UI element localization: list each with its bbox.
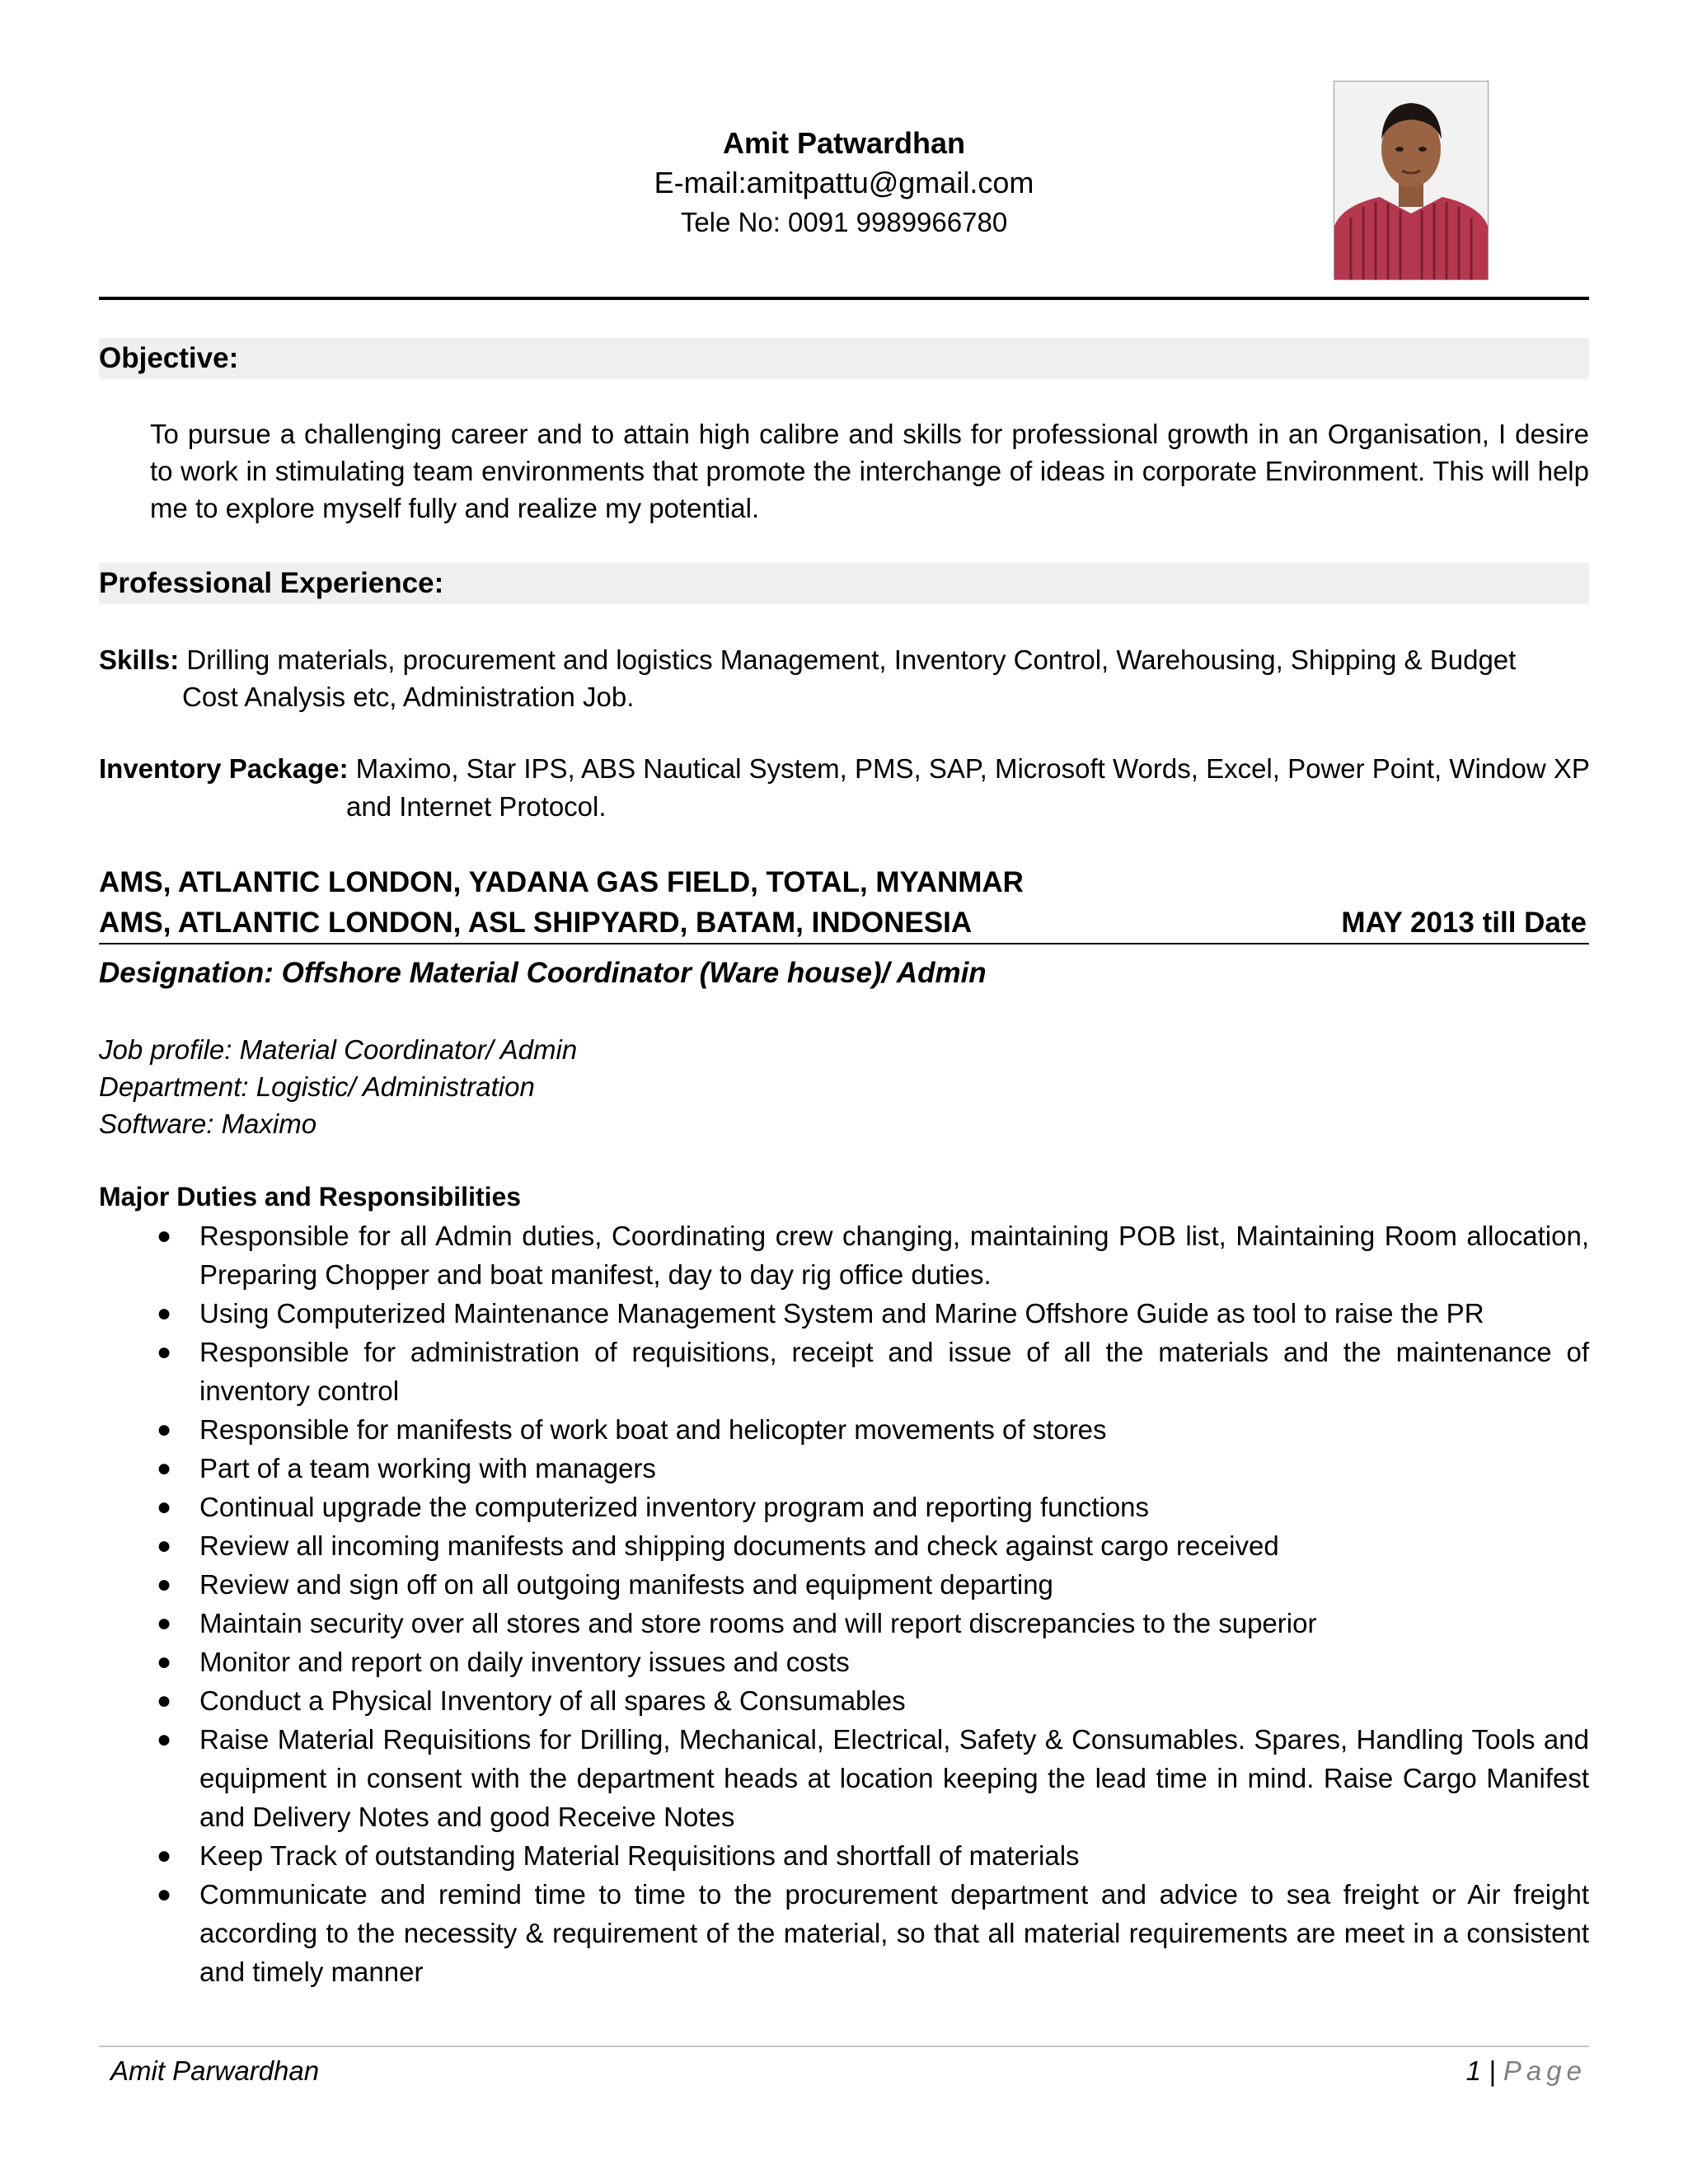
duty-text: Maintain security over all stores and store rooms and will report discrepancies to the superior [199, 1608, 1317, 1638]
profile-photo [1334, 81, 1489, 280]
duty-text: Responsible for administration of requisitions, receipt and issue of all the materials and the maintenance of inventory control [199, 1337, 1589, 1406]
profile-photo-image [1334, 82, 1488, 279]
list-item [99, 1294, 1589, 1333]
list-item [99, 1526, 1589, 1565]
page-indicator [1466, 2052, 1587, 2090]
list-item [99, 1875, 1589, 1991]
bullet-icon: ● [157, 1610, 172, 1637]
duty-text: Conduct a Physical Inventory of all spares & Consumables [199, 1685, 906, 1716]
duty-text: Continual upgrade the computerized inventory program and reporting functions [199, 1492, 1150, 1522]
list-item [99, 1333, 1589, 1410]
bullet-icon: ● [157, 1493, 172, 1521]
list-item [99, 1681, 1589, 1720]
bullet-icon: ● [157, 1300, 172, 1327]
duty-text: Responsible for manifests of work boat and helicopter movements of stores [199, 1414, 1107, 1445]
duties-title: Major Duties and Responsibilities [99, 1182, 522, 1212]
list-item [99, 1216, 1589, 1294]
skills-text-1: Drilling materials, procurement and logistics Management, Inventory Control, Warehousing, Shipping & Budget [186, 644, 1517, 675]
list-item [99, 1410, 1589, 1449]
bullet-icon: ● [157, 1571, 172, 1598]
header-divider [99, 297, 1589, 300]
skills-text-2: Cost Analysis etc, Administration Job. [182, 682, 635, 712]
bullet-icon: ● [157, 1687, 172, 1714]
department: Department: Logistic/ Administration [99, 1071, 535, 1102]
duty-text: Raise Material Requisitions for Drilling, Mechanical, Electrical, Safety & Consumables. Spares, Handling Tools and equipment in consent with the department heads at location keeping the lead time in mind. Raise Cargo Manifest and Delivery Notes and good Receive Notes [199, 1724, 1589, 1832]
bullet-icon: ● [157, 1881, 172, 1908]
list-item [99, 1488, 1589, 1526]
duty-text: Keep Track of outstanding Material Requisitions and shortfall of materials [199, 1840, 1080, 1871]
duty-text: Review all incoming manifests and shipping documents and check against cargo received [199, 1530, 1279, 1561]
inventory-line-1 [99, 750, 1590, 787]
objective-title: Objective: [99, 342, 239, 374]
list-item [99, 1643, 1589, 1681]
bullet-icon: ● [157, 1222, 172, 1249]
footer-name: Amit Parwardhan [110, 2055, 320, 2086]
company-line-2: AMS, ATLANTIC LONDON, ASL SHIPYARD, BATAM, INDONESIA [99, 907, 973, 939]
page-number: 1 [1465, 2055, 1481, 2086]
duties-list [99, 1216, 1589, 1991]
list-item [99, 1565, 1589, 1604]
page-word: Page [1503, 2055, 1587, 2086]
list-item [99, 1449, 1589, 1488]
list-item [99, 1604, 1589, 1643]
duty-text: Review and sign off on all outgoing manifests and equipment departing [199, 1569, 1053, 1600]
inventory-text-2: and Internet Protocol. [346, 791, 607, 822]
bullet-icon: ● [157, 1532, 172, 1559]
candidate-name: Amit Patwardhan [722, 126, 966, 160]
duty-text: Using Computerized Maintenance Management System and Marine Offshore Guide as tool to raise the PR [199, 1298, 1484, 1329]
job-profile: Job profile: Material Coordinator/ Admin [99, 1034, 578, 1065]
list-item [99, 1836, 1589, 1875]
bullet-icon: ● [157, 1416, 172, 1443]
objective-band [99, 338, 1589, 379]
bullet-icon: ● [157, 1648, 172, 1675]
company-line-1: AMS, ATLANTIC LONDON, YADANA GAS FIELD, TOTAL, MYANMAR [99, 866, 1024, 898]
bullet-icon: ● [157, 1455, 172, 1482]
inventory-label: Inventory Package: [99, 753, 349, 784]
list-item [99, 1720, 1589, 1836]
page-separator: | [1489, 2055, 1496, 2086]
email-address: E-mail:amitpattu@gmail.com [654, 166, 1034, 199]
inventory-text-1: Maximo, Star IPS, ABS Nautical System, PMS, SAP, Microsoft Words, Excel, Power Point, Window XP [355, 753, 1590, 784]
employment-period: MAY 2013 till Date [1341, 907, 1587, 939]
bullet-icon: ● [157, 1726, 172, 1753]
duty-text: Communicate and remind time to time to the procurement department and advice to sea freight or Air freight according to the necessity & requirement of the material, so that all material requirements are meet in a consistent and timely manner [199, 1879, 1589, 1987]
designation: Designation: Offshore Material Coordinator (Ware house)/ Admin [99, 957, 987, 989]
objective-text: To pursue a challenging career and to attain high calibre and skills for professional growth in an Organisation, I desire to work in stimulating team environments that promote the interchange of ideas in corporate Environment. This will help me to explore myself fully and realize my potential. [150, 419, 1589, 523]
skills-line-1 [99, 641, 1516, 678]
duty-text: Part of a team working with managers [199, 1453, 656, 1483]
bullet-icon: ● [157, 1842, 172, 1869]
skills-label: Skills: [99, 644, 180, 675]
duty-text: Monitor and report on daily inventory issues and costs [199, 1647, 850, 1677]
experience-title: Professional Experience: [99, 567, 444, 599]
software: Software: Maximo [99, 1108, 317, 1139]
company-divider [99, 943, 1589, 944]
telephone-number: Tele No: 0091 9989966780 [680, 207, 1008, 237]
duty-text: Responsible for all Admin duties, Coordinating crew changing, maintaining POB list, Maintaining Room allocation, Preparing Chopper and boat manifest, day to day rig office duties. [199, 1221, 1589, 1290]
bullet-icon: ● [157, 1338, 172, 1366]
footer-divider [99, 2046, 1589, 2047]
